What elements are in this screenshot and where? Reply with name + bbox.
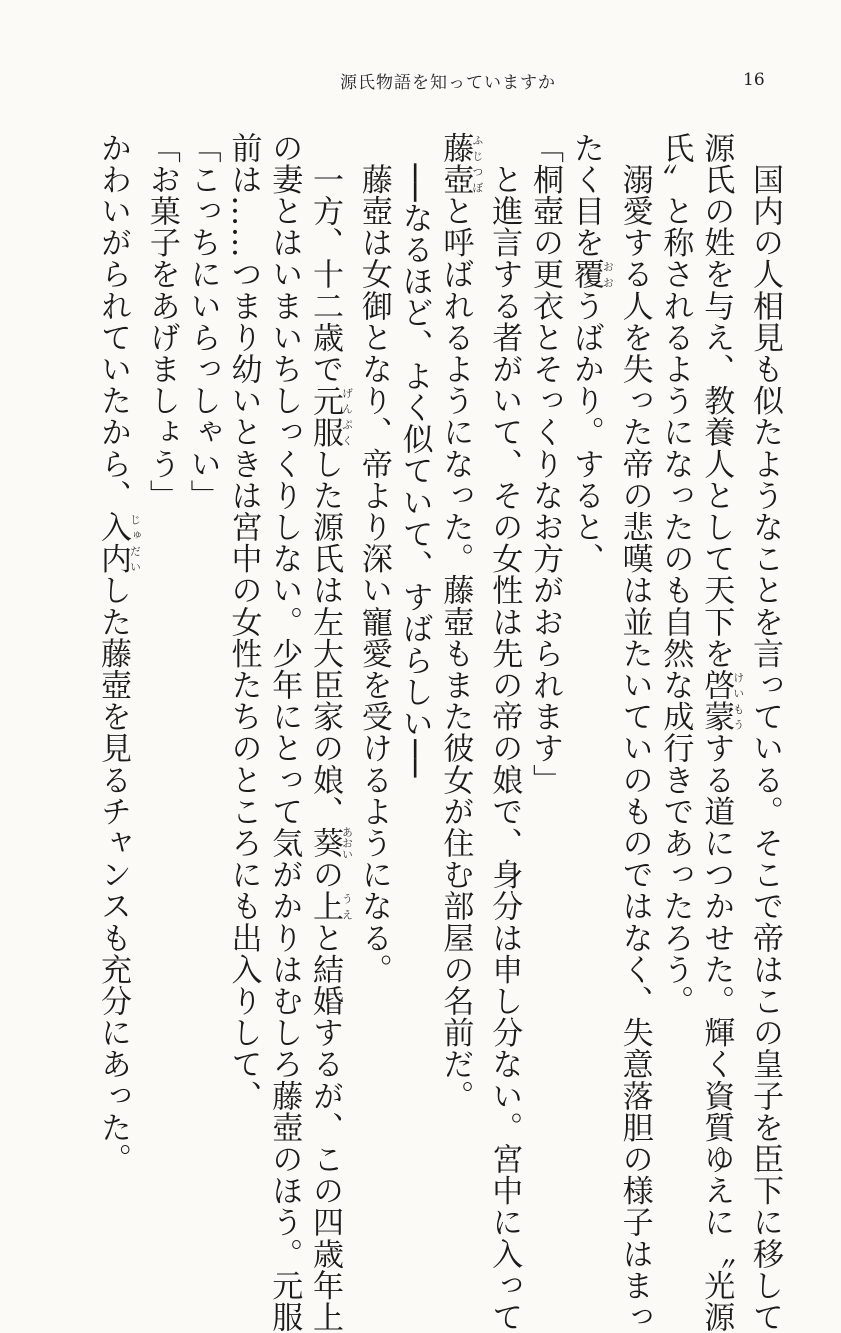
text-segment: 溺愛する人を失った帝の悲嘆は並たいていのものではなく、失意落胆の様子はまっ	[616, 132, 653, 1333]
text-line	[565, 132, 614, 1132]
text-segment: する道につかせた。輝く資質ゆえに〝光源	[698, 732, 735, 1333]
furigana: じゅだい	[128, 511, 142, 575]
furigana: うえ	[340, 890, 354, 923]
ruby-word: 葵あおい	[307, 826, 354, 860]
text-line	[141, 132, 182, 1132]
running-header-title: 源氏物語を知っていますか	[340, 73, 556, 93]
text-line	[655, 132, 696, 1132]
furigana: あおい	[340, 826, 354, 860]
text-line	[524, 132, 565, 1132]
ruby-word: 入内じゅだい	[95, 511, 142, 575]
page-number: 16	[743, 70, 765, 90]
text-line	[182, 132, 223, 1132]
ruby-word: 啓蒙けいもう	[698, 669, 745, 733]
furigana: おお	[601, 258, 615, 290]
text-segment: と結婚するが、この四歳年上	[307, 922, 344, 1333]
text-line	[744, 132, 785, 1333]
text-segment: 「お菓子をあげましょう」	[143, 132, 180, 512]
furigana: けいもう	[731, 669, 745, 733]
text-line	[353, 132, 394, 1132]
ruby-word: 覆おお	[567, 258, 615, 291]
furigana: ふじつぼ	[470, 132, 484, 196]
furigana: げんぷく	[340, 384, 354, 448]
text-segment: の	[307, 858, 344, 891]
text-segment: 「桐壺の更衣とそっくりなお方がおられます」	[527, 132, 564, 796]
text-line	[223, 132, 264, 1132]
ruby-word: 上うえ	[307, 890, 354, 923]
text-segment: した源氏は左大臣家の娘、	[307, 448, 344, 828]
text-line	[435, 132, 484, 1132]
text-line	[304, 132, 354, 1333]
text-line	[695, 132, 745, 1333]
text-segment: かわいがられていたから、	[95, 132, 132, 512]
text-segment: 国内の人相見も似たようなことを言っている。そこで帝はこの皇子を臣下に移して	[747, 132, 783, 1333]
text-line	[263, 132, 304, 1333]
text-segment: ──なるほど、よく似ていて、すばらしい──	[396, 132, 433, 778]
text-segment: 氏〟と称されるようになったのも自然な成行きであったろう。	[657, 132, 694, 1017]
vertical-body-text	[95, 132, 785, 1333]
text-segment: 「こっちにいらっしゃい」	[184, 132, 221, 512]
text-segment: たく目を	[567, 132, 604, 259]
text-segment: うばかり。すると、	[567, 290, 604, 575]
ruby-word: 元服げんぷく	[307, 384, 354, 449]
text-segment: と進言する者がいて、その女性は先の帝の娘で、身分は申し分ない。宮中に入って	[486, 132, 523, 1333]
text-segment: 一方、十二歳で	[307, 132, 344, 385]
text-segment: の妻とはいまいちしっくりしない。少年にとって気がかりはむしろ藤壺のほう。元服	[266, 132, 303, 1333]
text-segment: した藤壺を見るチャンスも充分にあった。	[95, 574, 132, 1175]
text-segment: と呼ばれるようになった。藤壺もまた彼女が住む部屋の名前だ。	[437, 195, 474, 1112]
text-segment: 藤壺は女御となり、帝より深い寵愛を受けるようになる。	[355, 132, 392, 986]
text-line	[483, 132, 524, 1333]
text-line	[92, 132, 142, 1175]
text-line	[394, 132, 435, 1132]
text-line	[614, 132, 655, 1333]
text-segment: 前は……つまり幼いときは宮中の女性たちのところにも出入りして、	[225, 132, 262, 1112]
ruby-word: 藤壺ふじつぼ	[437, 132, 484, 196]
text-segment: 源氏の姓を与え、教養人として天下を	[698, 132, 735, 670]
